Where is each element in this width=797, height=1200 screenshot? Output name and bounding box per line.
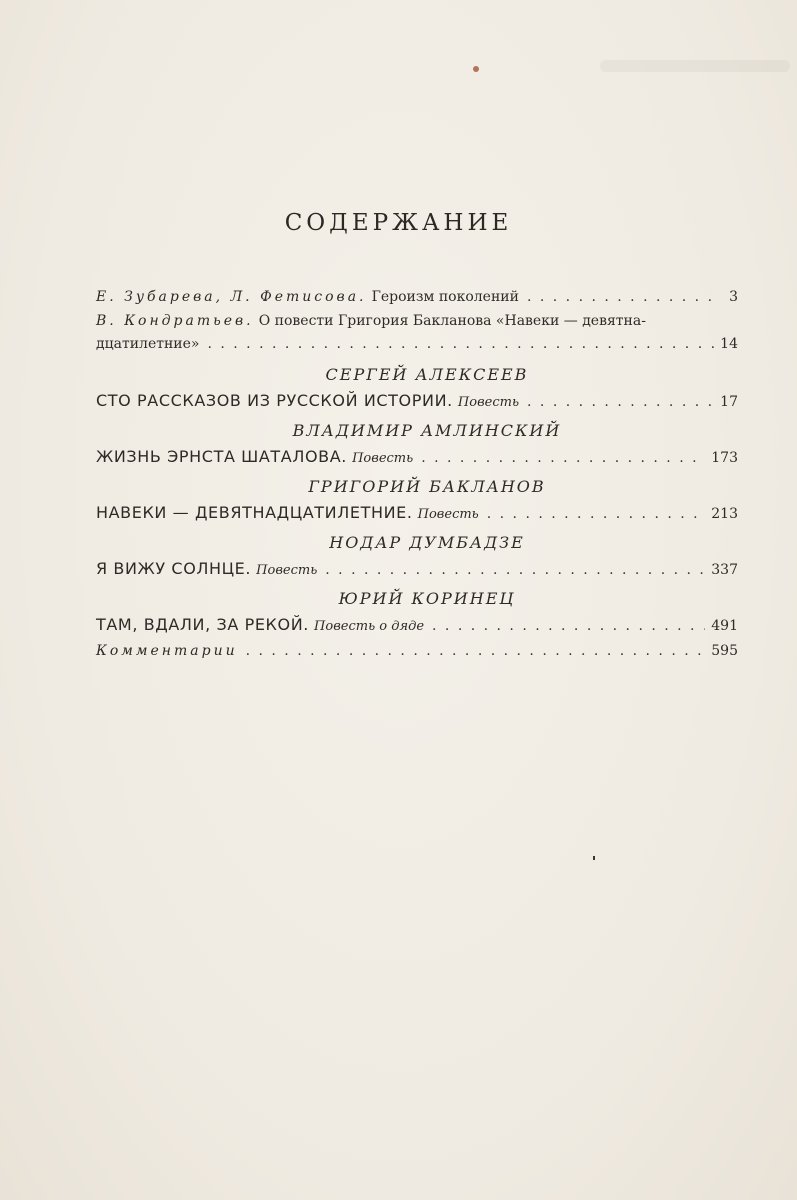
ink-smudge [473,66,479,72]
entry-page-number: 3 [729,289,738,305]
work-genre: Повесть [417,507,479,522]
work-genre: Повесть о дяде [314,619,425,634]
toc-entry-essay-continued [96,331,738,357]
entry-author: В. Кондратьев. [96,313,254,329]
toc-entry-comments [96,637,738,665]
toc-entry-work [96,557,738,581]
work-genre: Повесть [352,451,414,466]
work-title: ЖИЗНЬ ЭРНСТА ШАТАЛОВА. [96,447,347,466]
section-author: НОДАР ДУМБАДЗЕ [329,533,525,552]
leader-dots [207,331,714,357]
entry-author: Е. Зубарева, Л. Фетисова. [96,289,367,305]
section-author: СЕРГЕЙ АЛЕКСЕЕВ [325,365,529,384]
table-of-contents [96,283,738,665]
entry-page-number: 491 [711,618,738,634]
leader-dots [487,502,706,526]
entry-page-number: 17 [720,394,738,410]
toc-entry-work [96,501,738,525]
work-genre: Повесть [256,563,318,578]
entry-title: О повести Григория Бакланова «Навеки — девятна- [258,313,646,329]
section-author: ВЛАДИМИР АМЛИНСКИЙ [292,421,562,440]
ink-speck [593,856,595,860]
entry-page-number: 595 [711,643,738,659]
toc-entry-work [96,613,738,637]
entry-page-number: 173 [711,450,738,466]
leader-dots [246,637,706,665]
work-title: НАВЕКИ — ДЕВЯТНАДЦАТИЛЕТНИЕ. [96,503,413,522]
toc-entry-intro [96,283,738,309]
leader-dots [432,614,705,638]
leader-dots [527,284,714,310]
work-title: ТАМ, ВДАЛИ, ЗА РЕКОЙ. [96,615,309,634]
page-title: СОДЕРЖАНИЕ [284,210,513,236]
entry-page-number: 213 [711,506,738,522]
work-genre: Повесть [457,395,520,410]
entry-title-continued: дцатилетние» [96,336,200,352]
section-author: ГРИГОРИЙ БАКЛАНОВ [308,477,546,496]
leader-dots [325,558,705,582]
entry-title: Героизм поколений [371,289,519,305]
toc-entry-work [96,389,738,413]
bleed-through-text [600,60,790,72]
work-title: Я ВИЖУ СОЛНЦЕ. [96,559,252,578]
leader-dots [421,446,705,470]
work-title: СТО РАССКАЗОВ ИЗ РУССКОЙ ИСТОРИИ. [96,391,453,410]
entry-page-number: 14 [720,336,738,352]
section-author: ЮРИЙ КОРИНЕЦ [338,589,516,608]
leader-dots [527,390,714,414]
toc-entry-essay [96,309,738,331]
comments-label: Комментарии [96,643,238,659]
toc-entry-work [96,445,738,469]
entry-page-number: 337 [711,562,738,578]
